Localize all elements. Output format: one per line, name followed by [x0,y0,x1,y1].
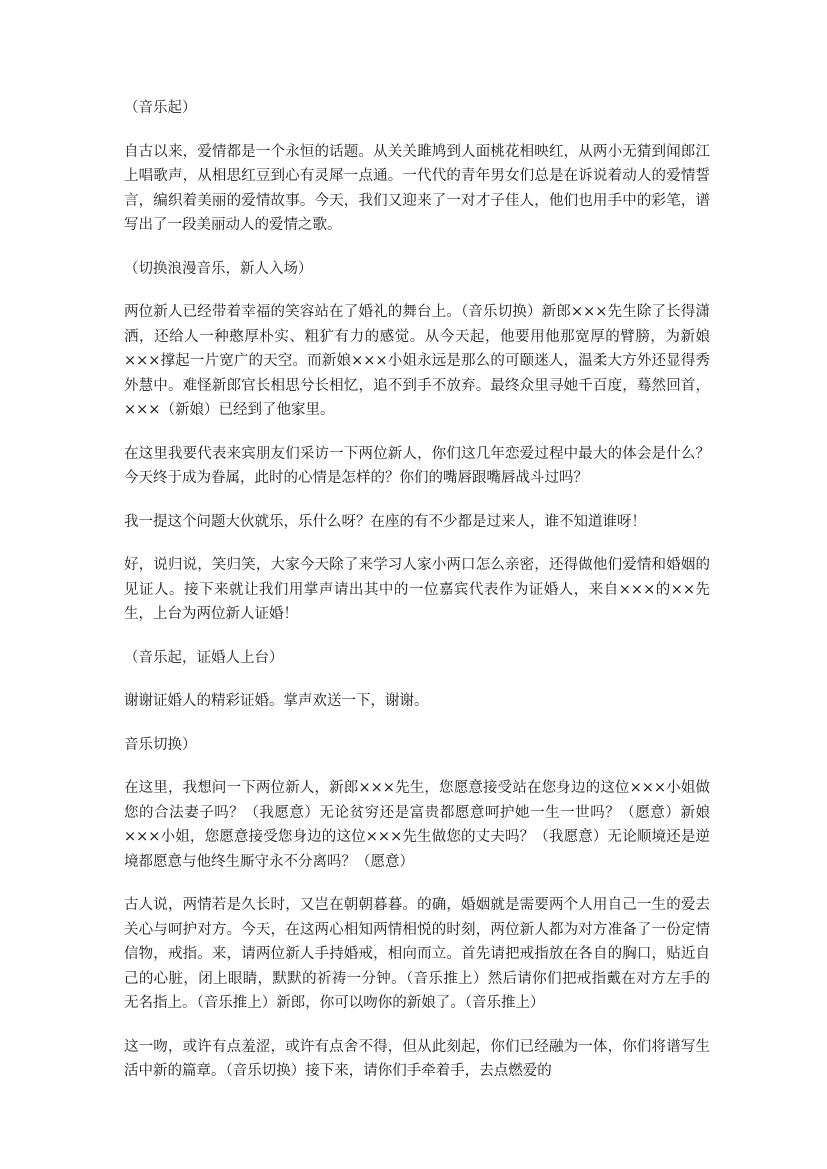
stage-cue-music-start: （音乐起） [124,100,197,116]
paragraph-opening: 自古以来，爱情都是一个永恒的话题。从关关雎鸠到人面桃花相映红，从两小无猜到闻郎江上唱歌声，从相思红豆到心有灵犀一点通。一代代的青年男女们总是在诉说着动人的爱情誓言，编织着美丽的爱情故事。今天，我们又迎来了一对才子佳人，他们也用手中的彩笔，谱写出了一段美丽动人的爱情之歌。 [124,143,710,233]
document-page [124,96,710,1103]
paragraph-thanks-witness: 谢谢证婚人的精彩证婚。掌声欢送一下，谢谢。 [124,693,429,709]
paragraph-witness-invitation: 好，说归说，笑归笑，大家今天除了来学习人家小两口怎么亲密，还得做他们爱情和婚姻的见证人。接下来就让我们用掌声请出其中的一位嘉宾代表作为证婚人，来自×××的××先生，上台为两位新人证婚！ [124,557,710,622]
paragraph-kiss: 这一吻，或许有点羞涩，或许有点舍不得，但从此刻起，你们已经融为一体，你们将谱写生活中新的篇章。（音乐切换）接下来，请你们手牵着手，去点燃爱的 [124,1038,710,1079]
stage-cue-witness-enters: （音乐起，证婚人上台） [124,649,284,666]
paragraph-couple-introduction: 两位新人已经带着幸福的笑容站在了婚礼的舞台上。（音乐切换）新郎×××先生除了长得潇洒，还给人一种憨厚朴实、粗犷有力的感觉。从今天起，他要用他那宽厚的臂膀，为新娘×××撑起一片宽广的天空。而新娘×××小姐永远是那么的可颐迷人，温柔大方外还显得秀外慧中。难怪新郎官长相思兮长相忆，追不到手不放弃。最终众里寻她千百度，蓦然回首，×××（新娘）已经到了他家里。 [124,304,710,418]
stage-cue-music-switch: 音乐切换） [124,736,197,753]
paragraph-interview: 在这里我要代表来宾朋友们采访一下两位新人，你们这几年恋爱过程中最大的体会是什么？今天终于成为眷属，此时的心情是怎样的？你们的嘴唇跟嘴唇战斗过吗？ [124,445,710,486]
stage-cue-couple-entrance: （切换浪漫音乐，新人入场） [124,260,313,277]
paragraph-audience-joke: 我一提这个问题大伙就乐，乐什么呀？在座的有不少都是过来人，谁不知道谁呀！ [124,513,646,530]
paragraph-vows: 在这里，我想问一下两位新人，新郎×××先生，您愿意接受站在您身边的这位×××小姐做您的合法妻子吗？（我愿意）无论贫穷还是富贵都愿意呵护她一生一世吗？（愿意）新娘×××小姐，您愿意接受您身边的这位×××先生做您的丈夫吗？（我愿意）无论顺境还是逆境都愿意与他终生厮守永不分离吗？（愿意） [124,780,710,870]
paragraph-ring-exchange: 古人说，两情若是久长时，又岂在朝朝暮暮。的确，婚姻就是需要两个人用自己一生的爱去关心与呵护对方。今天，在这两心相知两情相悦的时刻，两位新人都为对方准备了一份定情信物，戒指。来，请两位新人手持婚戒，相向而立。首先请把戒指放在各自的胸口，贴近自己的心脏，闭上眼睛，默默的祈祷一分钟。（音乐推上）然后请你们把戒指戴在对方左手的无名指上。（音乐推上）新郎，你可以吻你的新娘了。（音乐推上） [124,897,710,1011]
